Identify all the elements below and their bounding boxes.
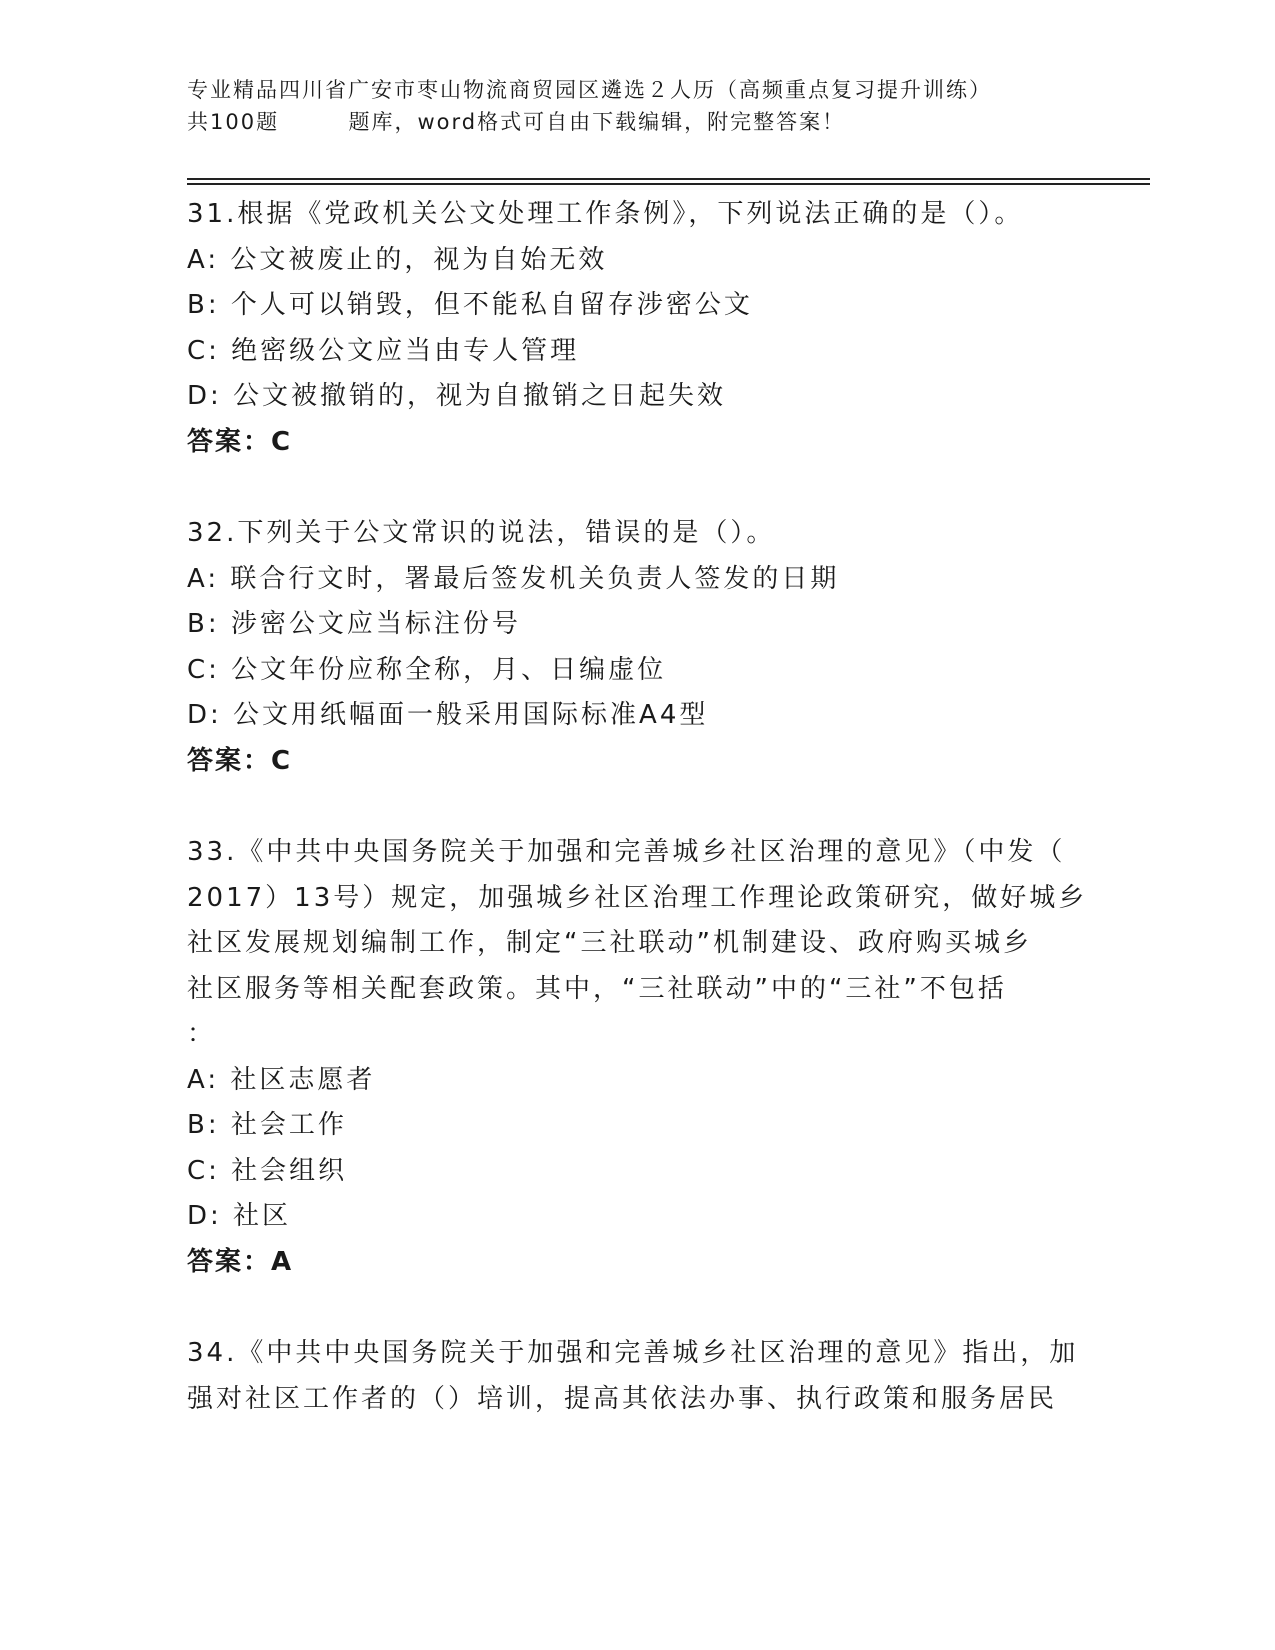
option-c: C: 社会组织 — [187, 1155, 348, 1186]
question-stem-line: 社区发展规划编制工作，制定“三社联动”机制建设、政府购买城乡 — [187, 928, 1032, 958]
question-spacer — [187, 784, 1067, 830]
answer-line: 答案：A — [187, 1246, 294, 1277]
question-31 — [187, 192, 1067, 465]
question-stem: 32.下列关于公文常识的说法，错误的是（）。 — [187, 518, 776, 548]
question-32 — [187, 511, 1067, 784]
option-b: B: 个人可以销毁，但不能私自留存涉密公文 — [187, 290, 753, 320]
option-c: C: 绝密级公文应当由专人管理 — [187, 335, 580, 366]
option-d: D: 公文被撤销的，视为自撤销之日起失效 — [187, 381, 727, 411]
document-header — [187, 74, 1087, 138]
header-divider-bottom — [187, 183, 1150, 185]
option-c: C: 公文年份应称全称，月、日编虚位 — [187, 654, 667, 685]
header-title-line: 专业精品四川省广安市枣山物流商贸园区遴选２人历（高频重点复习提升训练） — [187, 78, 992, 102]
question-spacer — [187, 465, 1067, 511]
question-stem-line: 34.《中共中央国务院关于加强和完善城乡社区治理的意见》指出，加 — [187, 1338, 1079, 1368]
option-b: B: 社会工作 — [187, 1110, 347, 1140]
question-list — [187, 192, 1088, 1422]
option-b: B: 涉密公文应当标注份号 — [187, 609, 521, 639]
option-a: A: 社区志愿者 — [187, 1064, 376, 1095]
question-stem: 31.根据《党政机关公文处理工作条例》，下列说法正确的是（）。 — [187, 199, 1024, 229]
question-stem-line: ： — [187, 1019, 217, 1049]
option-d: D: 社区 — [187, 1201, 292, 1231]
question-stem-line: 强对社区工作者的（）培训，提高其依法办事、执行政策和服务居民 — [187, 1383, 1058, 1414]
answer-line: 答案：C — [187, 426, 293, 457]
option-d: D: 公文用纸幅面一般采用国际标准A4型 — [187, 700, 709, 730]
option-a: A: 公文被废止的，视为自始无效 — [187, 244, 608, 275]
header-subtitle-line: 共100题 题库，word格式可自由下载编辑，附完整答案！ — [187, 110, 846, 134]
question-34 — [187, 1331, 1079, 1422]
question-spacer — [187, 1285, 1067, 1331]
question-33 — [187, 830, 1088, 1285]
question-stem-line: 2017）13号）规定，加强城乡社区治理工作理论政策研究，做好城乡 — [187, 882, 1088, 913]
question-stem-line: 33.《中共中央国务院关于加强和完善城乡社区治理的意见》（中发（ — [187, 837, 1066, 867]
answer-line: 答案：C — [187, 745, 293, 776]
question-stem-line: 社区服务等相关配套政策。其中，“三社联动”中的“三社”不包括 — [187, 973, 1007, 1004]
option-a: A: 联合行文时，署最后签发机关负责人签发的日期 — [187, 563, 840, 594]
header-divider-top — [187, 178, 1150, 180]
